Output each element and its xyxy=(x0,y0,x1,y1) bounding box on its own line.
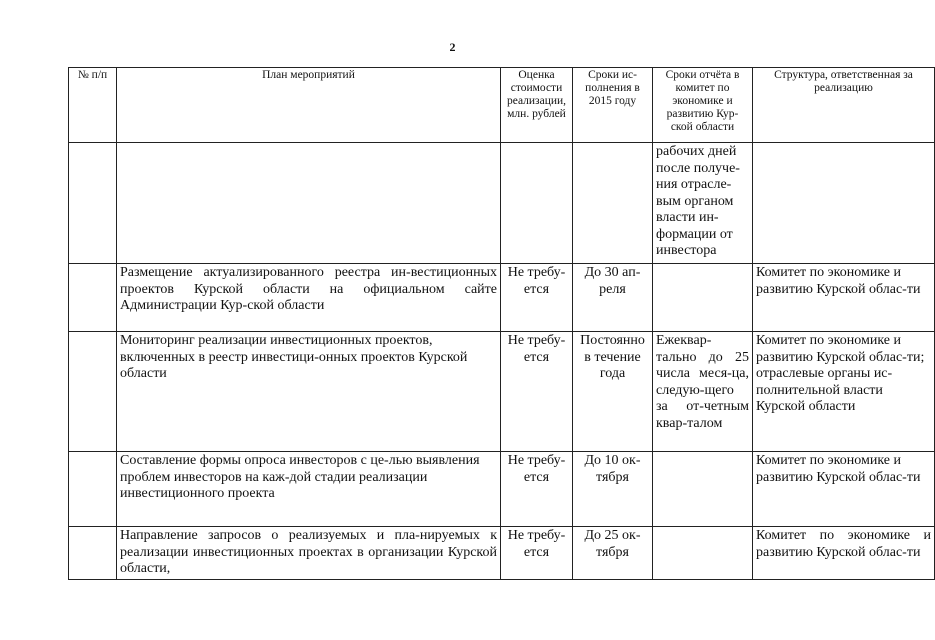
plan-table xyxy=(68,67,935,580)
row-report xyxy=(653,264,753,332)
row-structure: Комитет по экономике и развитию Курской облас-ти xyxy=(753,264,935,332)
header-report: Сроки отчёта в комитет по экономике и развитию Кур-ской области xyxy=(653,68,753,143)
table-row xyxy=(69,332,935,452)
row-cost: Не требу-ется xyxy=(501,452,573,527)
header-terms: Сроки ис-полнения в 2015 году xyxy=(573,68,653,143)
row-num xyxy=(69,264,117,332)
row-report xyxy=(653,527,753,580)
row-num xyxy=(69,527,117,580)
row-plan: Направление запросов о реализуемых и пла-нируемых к реализации инвестиционных проектах в организации Курской области, xyxy=(117,527,501,580)
header-plan: План мероприятий xyxy=(117,68,501,143)
row-structure xyxy=(753,143,935,264)
row-cost: Не требу-ется xyxy=(501,332,573,452)
row-cost: Не требу-ется xyxy=(501,527,573,580)
page-number: 2 xyxy=(449,40,456,54)
header-cost: Оценка стоимости реализации, млн. рублей xyxy=(501,68,573,143)
row-num xyxy=(69,452,117,527)
row-terms: До 25 ок-тября xyxy=(573,527,653,580)
row-terms xyxy=(573,143,653,264)
row-num xyxy=(69,143,117,264)
row-num xyxy=(69,332,117,452)
header-num: № п/п xyxy=(69,68,117,143)
header-structure: Структура, ответственная за реализацию xyxy=(753,68,935,143)
row-cost: Не требу-ется xyxy=(501,264,573,332)
row-structure: Комитет по экономике и развитию Курской облас-ти xyxy=(753,527,935,580)
row-terms: До 30 ап-реля xyxy=(573,264,653,332)
row-plan: Размещение актуализированного реестра ин-вестиционных проектов Курской области на официальном сайте Администрации Кур-ской области xyxy=(117,264,501,332)
row-plan: Мониторинг реализации инвестиционных проектов, включенных в реестр инвестици-онных проектов Курской области xyxy=(117,332,501,452)
row-terms: Постоянно в течение года xyxy=(573,332,653,452)
row-structure: Комитет по экономике и развитию Курской облас-ти; отраслевые органы ис-полнительной власти Курской области xyxy=(753,332,935,452)
row-report: Ежеквар-тально до 25 числа меся-ца, следую-щего за от-четным квар-талом xyxy=(653,332,753,452)
table-row xyxy=(69,452,935,527)
table-header-row xyxy=(69,68,935,143)
row-plan: Составление формы опроса инвесторов с це-лью выявления проблем инвесторов на каж-дой стадии реализации инвестиционного проекта xyxy=(117,452,501,527)
row-cost xyxy=(501,143,573,264)
row-terms: До 10 ок-тября xyxy=(573,452,653,527)
row-report: рабочих дней после получе-ния отрасле-вым органом власти ин-формации от инвестора xyxy=(653,143,753,264)
row-report xyxy=(653,452,753,527)
table-row xyxy=(69,143,935,264)
row-structure: Комитет по экономике и развитию Курской облас-ти xyxy=(753,452,935,527)
table-row xyxy=(69,527,935,580)
table-row xyxy=(69,264,935,332)
row-plan xyxy=(117,143,501,264)
